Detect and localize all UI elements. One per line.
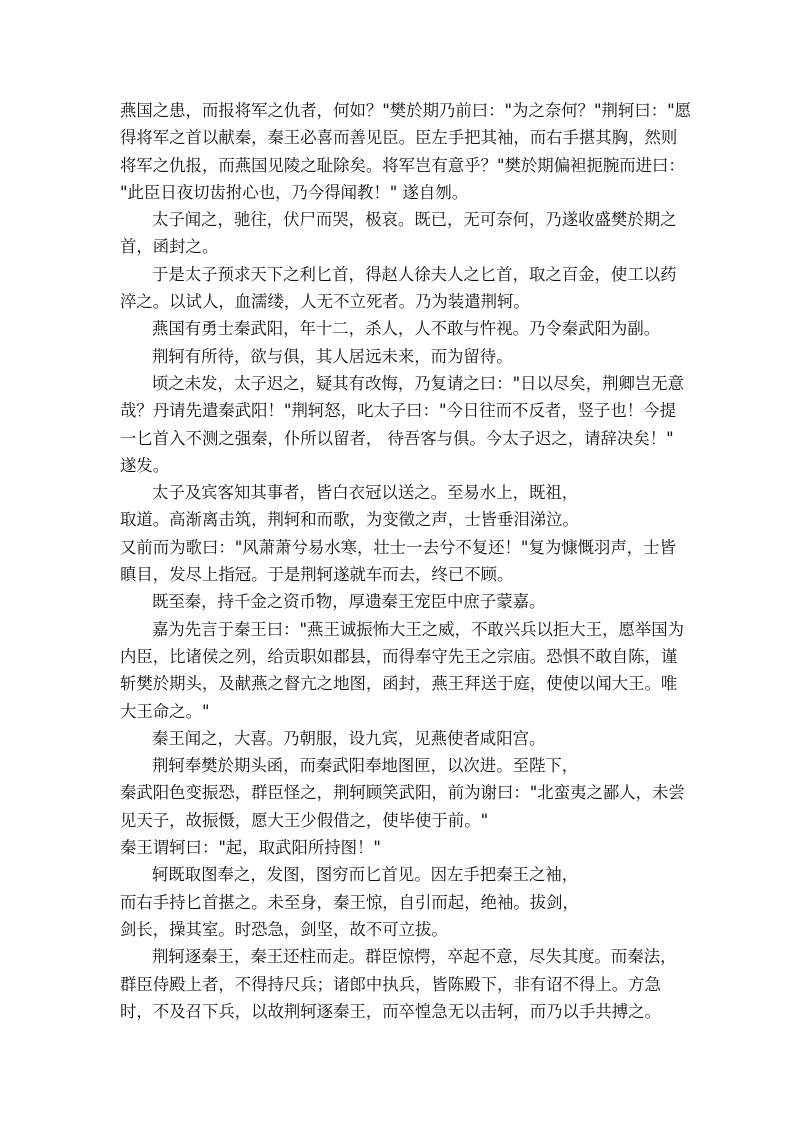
text-line: 轲既取图奉之，发图，图穷而匕首见。因左手把秦王之袖， [152,865,579,885]
text-line: 燕国之患，而报将军之仇者，何如？"樊於期乃前曰："为之奈何？"荆轲曰："愿 [120,101,692,120]
text-line: 秦王谓轲曰："起，取武阳所持图！" [120,838,381,858]
text-line: 顷之未发，太子迟之，疑其有改悔，乃复请之曰："日以尽矣，荆卿岂无意 [152,373,685,393]
text-line: 内臣，比诸侯之列，给贡职如郡县，而得奉守先王之宗庙。恐惧不敢自陈，谨 [120,646,678,666]
text-line: 斩樊於期头，及献燕之督亢之地图，函封，燕王拜送于庭，使使以闻大王。唯 [120,674,678,694]
text-line: 大王命之。" [120,701,210,721]
text-line: 太子闻之，驰往，伏尸而哭，极哀。既已，无可奈何，乃遂收盛樊於期之 [152,210,677,230]
text-line: 荆轲有所待，欲与俱，其人居远未来，而为留待。 [152,346,513,366]
text-line: 将军之仇报，而燕国见陵之耻除矣。将军岂有意乎？"樊於期偏袒扼腕而进曰： [120,155,685,175]
text-line: 首，函封之。 [120,237,219,257]
text-line: 燕国有勇士秦武阳，年十二，杀人，人不敢与忤视。乃令秦武阳为副。 [152,319,661,339]
text-line: 一匕首入不测之强秦，仆所以留者， 待吾客与俱。今太子迟之，请辞决矣！" [120,428,674,448]
document-page [120,97,692,1025]
text-line: 剑长，操其室。时恐急，剑坚，故不可立拔。 [120,919,448,939]
text-line: 哉？丹请先遣秦武阳！"荆轲怒，叱太子曰："今日往而不反者，竖子也！今提 [120,401,676,421]
text-line: 遂发。 [120,455,170,475]
text-line: 瞋目，发尽上指冠。于是荆轲遂就车而去，终已不顾。 [120,565,514,585]
text-line: 嘉为先言于秦王曰："燕王诚振怖大王之威，不敢兴兵以拒大王，愿举国为 [152,619,685,639]
text-line: 荆轲奉樊於期头函，而秦武阳奉地图匣，以次进。至陛下， [152,756,579,776]
text-line: 时，不及召下兵，以故荆轲逐秦王，而卒惶急无以击轲，而乃以手共搏之。 [120,1001,661,1021]
text-line: 取道。高渐离击筑，荆轲和而歌，为变徵之声，士皆垂泪涕泣。 [120,510,579,530]
text-line: 淬之。以试人，血濡缕，人无不立死者。乃为装遣荆轲。 [120,292,530,312]
text-line: 于是太子预求天下之利匕首，得赵人徐夫人之匕首，取之百金，使工以药 [152,264,677,284]
text-line: "此臣日夜切齿拊心也，乃今得闻教！" 遂自刎。 [120,182,469,202]
text-line: 群臣侍殿上者，不得持尺兵；诸郎中执兵，皆陈殿下，非有诏不得上。方急 [120,974,661,994]
text-line: 而右手持匕首揕之。未至身，秦王惊，自引而起，绝袖。拔剑， [120,892,579,912]
text-line: 秦武阳色变振恐，群臣怪之，荆轲顾笑武阳，前为谢曰："北蛮夷之鄙人，未尝 [120,783,685,803]
text-line: 又前而为歌曰："风萧萧兮易水寒，壮士一去兮不复还！"复为慷慨羽声，士皆 [120,537,676,557]
text-line: 荆轲逐秦王，秦王还柱而走。群臣惊愕，卒起不意，尽失其度。而秦法， [152,947,677,967]
text-line: 得将军之首以献秦，秦王必喜而善见臣。臣左手把其袖，而右手揕其胸，然则 [120,128,678,148]
text-line: 见天子，故振慑，愿大王少假借之，使毕使于前。" [120,810,489,830]
text-line: 太子及宾客知其事者，皆白衣冠以送之。至易水上，既祖， [152,483,579,503]
text-line: 既至秦，持千金之资币物，厚遗秦王宠臣中庶子蒙嘉。 [152,592,546,612]
text-line: 秦王闻之，大喜。乃朝服，设九宾，见燕使者咸阳宫。 [152,728,546,748]
